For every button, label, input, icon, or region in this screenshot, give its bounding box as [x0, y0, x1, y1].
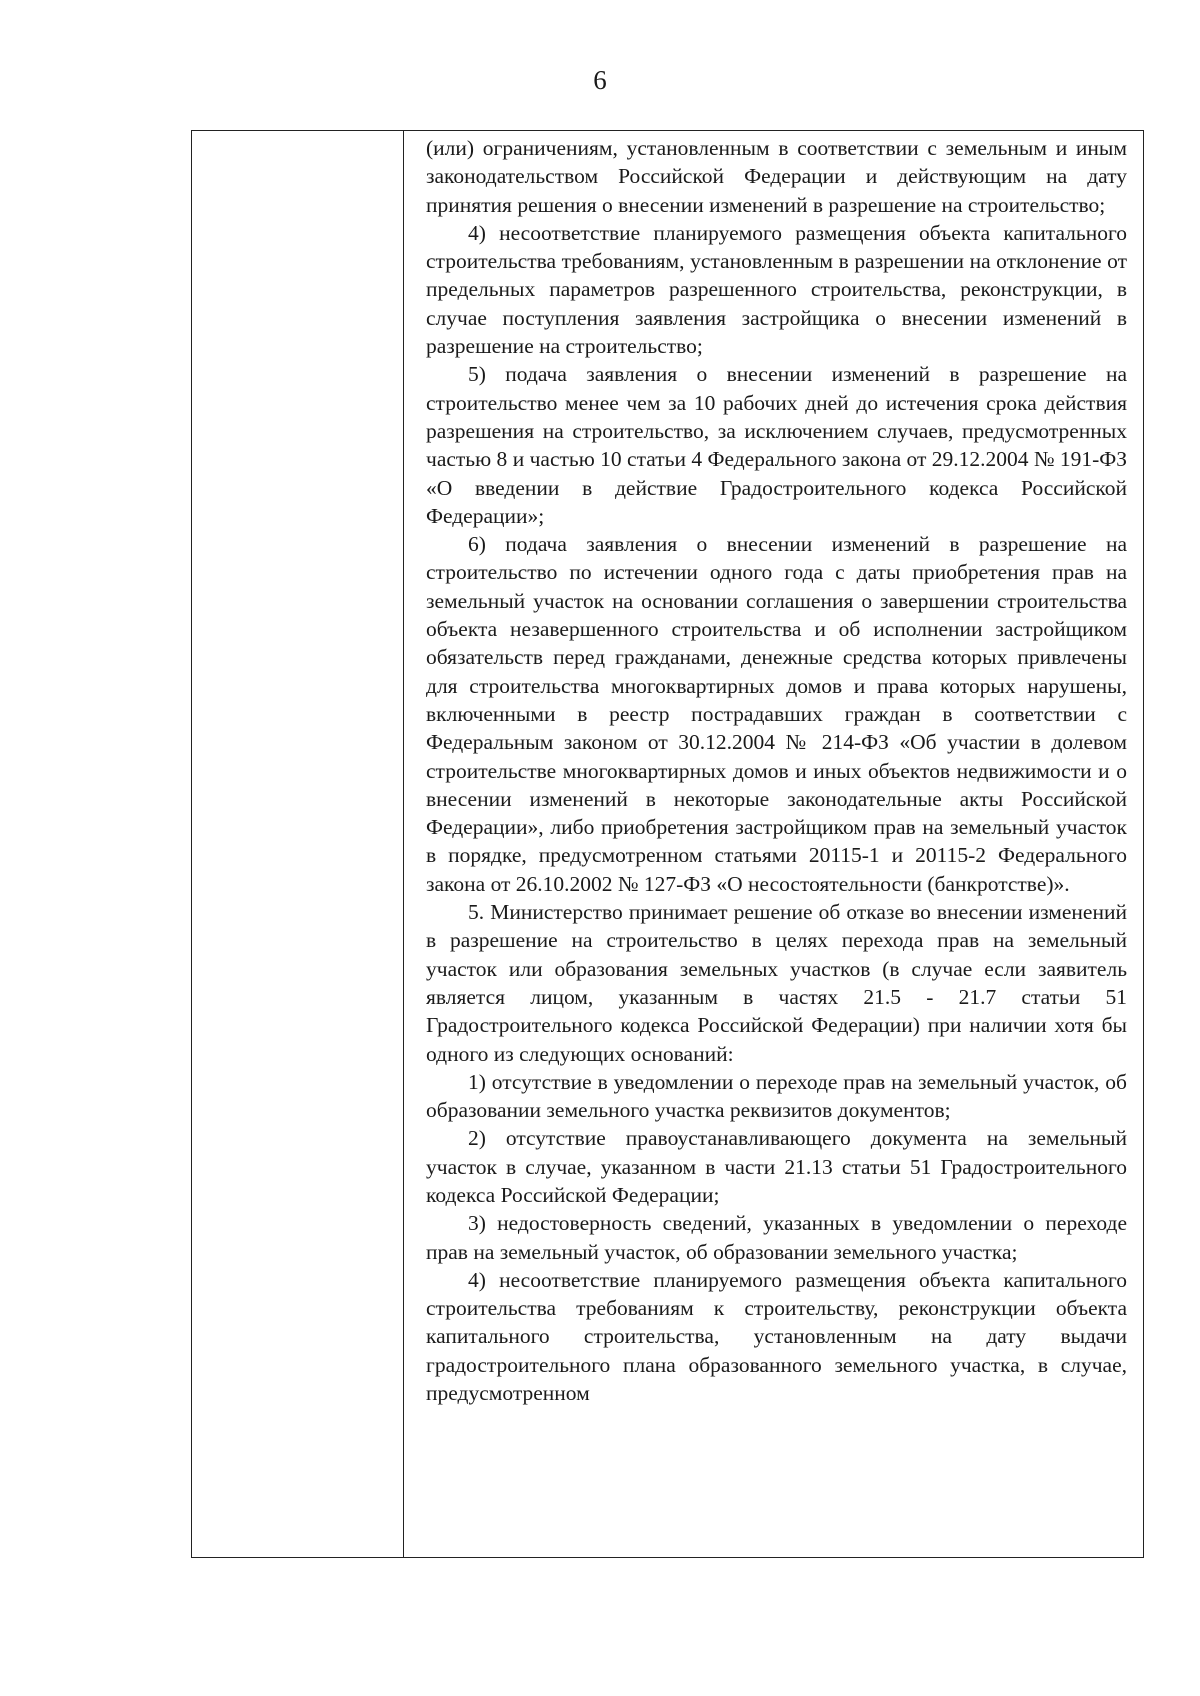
document-table — [191, 130, 1144, 1558]
page-number: 6 — [593, 65, 607, 95]
table-left-column — [192, 131, 404, 1557]
paragraph-subitem-2: 2) отсутствие правоустанавливающего документа на земельный участок в случае, указанном в части 21.13 статьи 51 Градостроительного кодекса Российской Федерации; — [426, 1126, 1127, 1207]
paragraph-section-5: 5. Министерство принимает решение об отказе во внесении изменений в разрешение на строительство в целях перехода прав на земельный участок или образования земельных участков (в случае если заявитель является лицом, указанным в частях 21.5 - 21.7 статьи 51 Градостроительного кодекса Российской Федерации) при наличии хотя бы одного из следующих оснований: — [426, 900, 1127, 1066]
paragraph-item-5: 5) подача заявления о внесении изменений в разрешение на строительство менее чем за 10 рабочих дней до истечения срока действия разрешения на строительство, за исключением случаев, предусмотренных частью 8 и частью 10 статьи 4 Федерального закона от 29.12.2004 № 191-ФЗ «О введении в действие Градостроительного кодекса Российской Федерации»; — [426, 362, 1127, 528]
paragraph-item-4: 4) несоответствие планируемого размещения объекта капитального строительства требованиям, установленным в разрешении на отклонение от предельных параметров разрешенного строительства, реконструкции, в случае поступления заявления застройщика о внесении изменений в разрешение на строительство; — [426, 220, 1127, 359]
paragraph-item-6: 6) подача заявления о внесении изменений в разрешение на строительство по истечении одного года с даты приобретения прав на земельный участок на основании соглашения о завершении строительства объекта незавершенного строительства и об исполнении застройщиком обязательств перед гражданами, денежные средства которых привлечены для строительства многоквартирных домов и права которых нарушены, включенными в реестр пострадавших граждан в соответствии с Федеральным законом от 30.12.2004 № 214-ФЗ «Об участии в долевом строительстве многоквартирных домов и иных объектов недвижимости и о внесении изменений в некоторые законодательные акты Российской Федерации», либо приобретения застройщиком прав на земельный участок в порядке, предусмотренном статьями 20115-1 и 20115-2 Федерального закона от 26.10.2002 № 127-ФЗ «О несостоятельности (банкротстве)». — [426, 532, 1127, 896]
paragraph-subitem-1: 1) отсутствие в уведомлении о переходе прав на земельный участок, об образовании земельного участка реквизитов документов; — [426, 1069, 1127, 1123]
paragraph-subitem-4: 4) несоответствие планируемого размещения объекта капитального строительства требованиям к строительству, реконструкции объекта капитального строительства, установленным на дату выдачи градостроительного плана образованного земельного участка, в случае, предусмотренном — [426, 1267, 1127, 1406]
paragraph-subitem-3: 3) недостоверность сведений, указанных в уведомлении о переходе прав на земельный участок, об образовании земельного участка; — [426, 1211, 1127, 1264]
table-right-column — [426, 134, 1127, 1407]
paragraph-continuation: (или) ограничениям, установленным в соответствии с земельным и иным законодательством Российской Федерации и действующим на дату принятия решения о внесении изменений в разрешение на строительство; — [426, 136, 1127, 217]
